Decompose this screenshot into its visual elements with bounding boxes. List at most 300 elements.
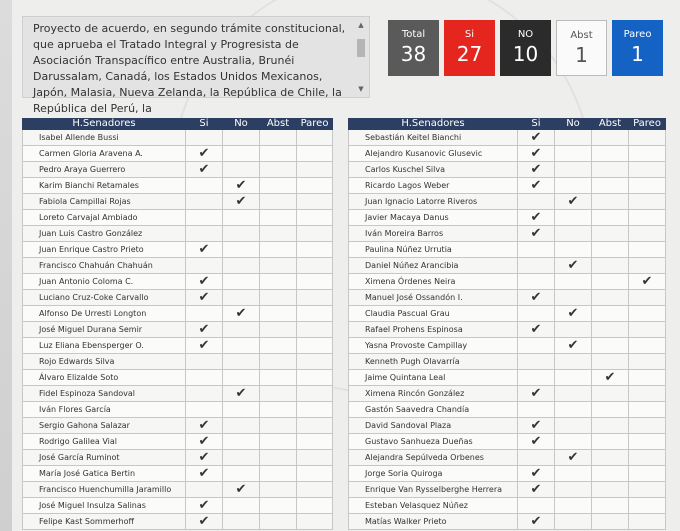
- vote-cell-pareo: [629, 290, 666, 306]
- vote-cell-abst: [260, 290, 297, 306]
- vote-cell-abst: [260, 418, 297, 434]
- vote-cell-no: [555, 338, 592, 354]
- senator-name: José García Ruminot: [23, 450, 186, 466]
- vote-cell-si: [186, 338, 223, 354]
- vote-cell-no: [223, 418, 260, 434]
- vote-cell-no: [555, 210, 592, 226]
- vote-cell-si: [186, 386, 223, 402]
- senator-row: [349, 402, 666, 418]
- senator-row: [23, 194, 333, 210]
- check-icon: ✔: [198, 514, 210, 529]
- senator-row: [349, 210, 666, 226]
- check-icon: ✔: [235, 306, 247, 321]
- check-icon: ✔: [235, 482, 247, 497]
- vote-cell-abst: [260, 354, 297, 370]
- vote-cell-pareo: [629, 178, 666, 194]
- senator-name: Felipe Kast Sommerhoff: [23, 514, 186, 530]
- vote-cell-no: [555, 370, 592, 386]
- vote-cell-no: [223, 466, 260, 482]
- check-icon: ✔: [198, 466, 210, 481]
- check-icon: ✔: [530, 146, 542, 161]
- vote-cell-no: [555, 130, 592, 146]
- check-icon: ✔: [530, 514, 542, 529]
- senator-name: Luz Eliana Ebensperger O.: [23, 338, 186, 354]
- vote-cell-pareo: [629, 258, 666, 274]
- vote-cell-abst: [592, 290, 629, 306]
- senator-row: [23, 466, 333, 482]
- vote-cell-abst: [592, 242, 629, 258]
- senator-row: [23, 274, 333, 290]
- vote-cell-si: [518, 402, 555, 418]
- senator-row: [23, 514, 333, 530]
- check-icon: ✔: [198, 450, 210, 465]
- vote-cell-no: [223, 194, 260, 210]
- vote-cell-no: [555, 290, 592, 306]
- pareo-label: Pareo: [623, 29, 652, 40]
- vote-cell-pareo: [297, 338, 333, 354]
- senator-name: Rojo Edwards Silva: [23, 354, 186, 370]
- senator-name: Matías Walker Prieto: [349, 514, 518, 530]
- senator-row: [23, 386, 333, 402]
- scroll-up-arrow-icon[interactable]: ▲: [358, 21, 364, 29]
- check-icon: ✔: [198, 338, 210, 353]
- vote-cell-si: [518, 210, 555, 226]
- vote-cell-pareo: [629, 354, 666, 370]
- vote-cell-si: [186, 274, 223, 290]
- senator-row: [349, 162, 666, 178]
- senator-name: Esteban Velasquez Núñez: [349, 498, 518, 514]
- check-icon: ✔: [530, 322, 542, 337]
- vote-cell-si: [186, 146, 223, 162]
- vote-cell-si: [518, 418, 555, 434]
- vote-cell-pareo: [629, 450, 666, 466]
- vote-cell-no: [555, 482, 592, 498]
- senator-row: [23, 322, 333, 338]
- vote-cell-pareo: [629, 162, 666, 178]
- senator-row: [349, 514, 666, 530]
- vote-cell-abst: [592, 258, 629, 274]
- vote-cell-pareo: [629, 434, 666, 450]
- check-icon: ✔: [567, 258, 579, 273]
- senator-name: Jorge Soria Quiroga: [349, 466, 518, 482]
- motion-description-text: Proyecto de acuerdo, en segundo trámite constitucional, que aprueba el Tratado Integral y Progresista de Asociación Transpacífico entre Australia, Brunéi Darussalam, Canadá, los Estados Unidos Mexicanos, Japón, Malasia, Nueva Zelanda, la República de Chile, la República del Perú, la: [33, 22, 346, 115]
- vote-cell-pareo: [297, 258, 333, 274]
- total-label: Total: [401, 29, 426, 40]
- check-icon: ✔: [567, 194, 579, 209]
- vote-cell-si: [518, 322, 555, 338]
- vote-cell-pareo: [297, 178, 333, 194]
- senator-name: Francisco Chahuán Chahuán: [23, 258, 186, 274]
- vote-cell-si: [518, 162, 555, 178]
- vote-cell-no: [223, 210, 260, 226]
- senator-name: Kenneth Pugh Olavarría: [349, 354, 518, 370]
- vote-cell-si: [186, 210, 223, 226]
- senator-row: [23, 242, 333, 258]
- vote-cell-pareo: [297, 146, 333, 162]
- vote-cell-si: [518, 274, 555, 290]
- vote-cell-si: [186, 194, 223, 210]
- vote-cell-no: [555, 306, 592, 322]
- vote-cell-si: [186, 402, 223, 418]
- senator-name: Juan Ignacio Latorre Riveros: [349, 194, 518, 210]
- scroll-down-arrow-icon[interactable]: ▼: [358, 85, 364, 93]
- vote-cell-abst: [592, 354, 629, 370]
- vote-cell-pareo: [629, 418, 666, 434]
- vote-cell-abst: [592, 274, 629, 290]
- vote-cell-no: [223, 130, 260, 146]
- senator-row: [23, 290, 333, 306]
- vote-cell-pareo: [297, 370, 333, 386]
- check-icon: ✔: [530, 130, 542, 145]
- vote-cell-abst: [592, 370, 629, 386]
- senator-row: [349, 130, 666, 146]
- vote-cell-no: [223, 306, 260, 322]
- col-header-no: No: [223, 119, 260, 130]
- vote-cell-no: [555, 434, 592, 450]
- senator-row: [349, 370, 666, 386]
- vote-cell-abst: [260, 514, 297, 530]
- vote-cell-si: [518, 354, 555, 370]
- check-icon: ✔: [530, 466, 542, 481]
- vote-cell-no: [223, 274, 260, 290]
- vote-cell-abst: [592, 322, 629, 338]
- vote-cell-abst: [592, 210, 629, 226]
- vote-cell-pareo: [297, 482, 333, 498]
- senator-name: Juan Luis Castro González: [23, 226, 186, 242]
- senator-row: [349, 194, 666, 210]
- vote-cell-pareo: [629, 322, 666, 338]
- senator-name: Iván Moreira Barros: [349, 226, 518, 242]
- senator-name: Fidel Espinoza Sandoval: [23, 386, 186, 402]
- check-icon: ✔: [530, 418, 542, 433]
- vote-cell-pareo: [629, 210, 666, 226]
- senator-name: Carmen Gloria Aravena A.: [23, 146, 186, 162]
- senator-row: [349, 386, 666, 402]
- vote-cell-pareo: [297, 226, 333, 242]
- check-icon: ✔: [530, 434, 542, 449]
- vote-cell-abst: [592, 338, 629, 354]
- vote-cell-no: [223, 322, 260, 338]
- senator-row: [23, 258, 333, 274]
- vote-cell-abst: [592, 194, 629, 210]
- check-icon: ✔: [235, 194, 247, 209]
- vote-cell-si: [518, 450, 555, 466]
- senator-name: Álvaro Elizalde Soto: [23, 370, 186, 386]
- senator-name: Carlos Kuschel Silva: [349, 162, 518, 178]
- vote-cell-no: [223, 450, 260, 466]
- vote-cell-si: [186, 306, 223, 322]
- vote-cell-no: [223, 514, 260, 530]
- vote-cell-no: [223, 242, 260, 258]
- vote-cell-abst: [260, 194, 297, 210]
- senator-name: Sebastián Keitel Bianchi: [349, 130, 518, 146]
- col-header-abst: Abst: [592, 119, 629, 130]
- senator-name: Isabel Allende Bussi: [23, 130, 186, 146]
- abst-count-box: [556, 20, 607, 76]
- vote-cell-abst: [592, 306, 629, 322]
- right-senators-table: [348, 118, 666, 530]
- vote-cell-abst: [260, 450, 297, 466]
- vote-cell-pareo: [297, 498, 333, 514]
- senator-row: [23, 402, 333, 418]
- vote-cell-pareo: [297, 306, 333, 322]
- vote-cell-pareo: [629, 130, 666, 146]
- check-icon: ✔: [641, 274, 653, 289]
- senator-name: Ricardo Lagos Weber: [349, 178, 518, 194]
- senator-name: Enrique Van Rysselberghe Herrera: [349, 482, 518, 498]
- senator-row: [349, 226, 666, 242]
- vote-cell-abst: [592, 418, 629, 434]
- senator-name: Alfonso De Urresti Longton: [23, 306, 186, 322]
- vote-cell-si: [518, 386, 555, 402]
- vote-cell-si: [518, 370, 555, 386]
- vote-cell-si: [186, 322, 223, 338]
- vote-cell-si: [518, 306, 555, 322]
- senator-row: [23, 146, 333, 162]
- vote-cell-no: [223, 434, 260, 450]
- senator-row: [349, 258, 666, 274]
- vote-cell-pareo: [629, 146, 666, 162]
- senator-name: Alejandro Kusanovic Glusevic: [349, 146, 518, 162]
- vote-cell-abst: [592, 514, 629, 530]
- senator-name: Yasna Provoste Campillay: [349, 338, 518, 354]
- senator-name: Javier Macaya Danus: [349, 210, 518, 226]
- vote-cell-si: [186, 242, 223, 258]
- vote-cell-si: [186, 466, 223, 482]
- senator-name: Francisco Huenchumilla Jaramillo: [23, 482, 186, 498]
- vote-cell-no: [555, 466, 592, 482]
- vote-cell-pareo: [629, 274, 666, 290]
- vote-cell-no: [223, 258, 260, 274]
- senator-row: [349, 354, 666, 370]
- check-icon: ✔: [530, 386, 542, 401]
- vote-cell-si: [186, 434, 223, 450]
- senator-row: [349, 450, 666, 466]
- senator-row: [349, 338, 666, 354]
- vote-cell-no: [555, 274, 592, 290]
- senator-row: [349, 466, 666, 482]
- vote-cell-no: [555, 402, 592, 418]
- vote-cell-si: [518, 146, 555, 162]
- vote-cell-si: [518, 178, 555, 194]
- senator-name: Luciano Cruz-Coke Carvallo: [23, 290, 186, 306]
- vote-cell-no: [223, 290, 260, 306]
- vote-cell-abst: [260, 482, 297, 498]
- vote-cell-pareo: [297, 322, 333, 338]
- check-icon: ✔: [198, 498, 210, 513]
- vote-cell-pareo: [629, 466, 666, 482]
- vote-cell-pareo: [297, 434, 333, 450]
- vote-cell-abst: [592, 162, 629, 178]
- vote-cell-no: [223, 498, 260, 514]
- col-header-senators: H.Senadores: [23, 119, 186, 130]
- senator-row: [23, 226, 333, 242]
- vote-cell-pareo: [629, 370, 666, 386]
- vote-cell-abst: [260, 498, 297, 514]
- senator-name: José Miguel Durana Semir: [23, 322, 186, 338]
- vote-cell-abst: [592, 466, 629, 482]
- vote-cell-si: [518, 482, 555, 498]
- vote-cell-abst: [260, 146, 297, 162]
- check-icon: ✔: [567, 450, 579, 465]
- vote-cell-no: [223, 482, 260, 498]
- col-header-abst: Abst: [260, 119, 297, 130]
- senator-name: José Miguel Insulza Salinas: [23, 498, 186, 514]
- vote-cell-si: [186, 370, 223, 386]
- vote-cell-no: [555, 242, 592, 258]
- vote-cell-si: [186, 178, 223, 194]
- vote-cell-no: [555, 226, 592, 242]
- vote-cell-si: [518, 130, 555, 146]
- vote-cell-pareo: [297, 402, 333, 418]
- senator-row: [349, 146, 666, 162]
- vote-cell-pareo: [629, 386, 666, 402]
- vote-cell-si: [518, 194, 555, 210]
- senator-name: Daniel Núñez Arancibia: [349, 258, 518, 274]
- vote-cell-si: [518, 466, 555, 482]
- total-count-box: [388, 20, 439, 76]
- senator-name: Juan Enrique Castro Prieto: [23, 242, 186, 258]
- vote-cell-abst: [260, 466, 297, 482]
- senator-name: Sergio Gahona Salazar: [23, 418, 186, 434]
- vote-cell-no: [223, 402, 260, 418]
- check-icon: ✔: [198, 418, 210, 433]
- check-icon: ✔: [198, 290, 210, 305]
- vote-cell-pareo: [297, 162, 333, 178]
- vote-cell-abst: [592, 386, 629, 402]
- motion-description-box[interactable]: [22, 16, 370, 115]
- senator-row: [23, 434, 333, 450]
- pareo-value: 1: [631, 42, 644, 66]
- vote-cell-si: [518, 242, 555, 258]
- vote-cell-no: [555, 498, 592, 514]
- senator-row: [23, 178, 333, 194]
- check-icon: ✔: [530, 290, 542, 305]
- senator-row: [23, 482, 333, 498]
- senator-row: [23, 450, 333, 466]
- senator-row: [349, 242, 666, 258]
- table-header-row: [23, 119, 333, 130]
- senator-row: [23, 370, 333, 386]
- abst-value: 1: [575, 43, 588, 67]
- left-senators-table: [22, 118, 333, 530]
- col-header-si: Si: [518, 119, 555, 130]
- senator-name: Juan Antonio Coloma C.: [23, 274, 186, 290]
- vote-cell-abst: [592, 402, 629, 418]
- senator-name: Ximena Rincón González: [349, 386, 518, 402]
- vote-cell-no: [555, 450, 592, 466]
- vote-cell-abst: [260, 322, 297, 338]
- check-icon: ✔: [198, 322, 210, 337]
- vote-cell-si: [186, 514, 223, 530]
- vote-cell-pareo: [629, 194, 666, 210]
- vote-cell-si: [186, 418, 223, 434]
- check-icon: ✔: [567, 306, 579, 321]
- senator-row: [23, 210, 333, 226]
- vote-cell-pareo: [297, 194, 333, 210]
- vote-cell-abst: [260, 338, 297, 354]
- vote-cell-abst: [592, 482, 629, 498]
- check-icon: ✔: [530, 178, 542, 193]
- table-header-row: [349, 119, 666, 130]
- check-icon: ✔: [198, 162, 210, 177]
- senator-row: [349, 274, 666, 290]
- vote-cell-abst: [592, 226, 629, 242]
- vote-cell-abst: [260, 306, 297, 322]
- vote-cell-pareo: [297, 386, 333, 402]
- vote-cell-no: [555, 418, 592, 434]
- vote-cell-abst: [260, 210, 297, 226]
- vote-cell-abst: [260, 386, 297, 402]
- pareo-count-box: [612, 20, 663, 76]
- vote-cell-pareo: [297, 514, 333, 530]
- vote-cell-abst: [260, 226, 297, 242]
- vote-cell-pareo: [629, 402, 666, 418]
- vote-cell-no: [223, 146, 260, 162]
- no-value: 10: [512, 42, 539, 66]
- senator-row: [23, 354, 333, 370]
- senator-name: Karim Bianchi Retamales: [23, 178, 186, 194]
- vote-cell-si: [186, 226, 223, 242]
- check-icon: ✔: [604, 370, 616, 385]
- scrollbar-thumb[interactable]: [357, 39, 365, 57]
- senator-row: [23, 162, 333, 178]
- vote-cell-si: [186, 450, 223, 466]
- si-count-box: [444, 20, 495, 76]
- vote-cell-si: [186, 130, 223, 146]
- vote-cell-abst: [260, 162, 297, 178]
- vote-cell-no: [223, 178, 260, 194]
- vote-cell-si: [186, 498, 223, 514]
- vote-cell-pareo: [629, 338, 666, 354]
- senator-name: Ximena Órdenes Neira: [349, 274, 518, 290]
- senator-name: Claudia Pascual Grau: [349, 306, 518, 322]
- vote-cell-si: [518, 290, 555, 306]
- vote-cell-si: [518, 514, 555, 530]
- vote-cell-abst: [260, 370, 297, 386]
- vote-cell-pareo: [297, 290, 333, 306]
- vote-cell-si: [186, 354, 223, 370]
- vote-cell-no: [555, 194, 592, 210]
- vote-cell-no: [555, 146, 592, 162]
- senator-name: Alejandra Sepúlveda Orbenes: [349, 450, 518, 466]
- vote-cell-abst: [260, 258, 297, 274]
- vote-cell-abst: [592, 434, 629, 450]
- senator-row: [349, 482, 666, 498]
- col-header-no: No: [555, 119, 592, 130]
- vote-cell-si: [186, 290, 223, 306]
- vote-cell-abst: [260, 402, 297, 418]
- vote-cell-no: [555, 354, 592, 370]
- col-header-pareo: Pareo: [297, 119, 333, 130]
- vote-cell-si: [518, 338, 555, 354]
- senator-name: David Sandoval Plaza: [349, 418, 518, 434]
- col-header-senators: H.Senadores: [349, 119, 518, 130]
- vote-cell-si: [518, 498, 555, 514]
- vote-cell-abst: [592, 450, 629, 466]
- description-scrollbar[interactable]: [356, 21, 366, 93]
- check-icon: ✔: [530, 226, 542, 241]
- no-count-box: [500, 20, 551, 76]
- vote-cell-no: [223, 162, 260, 178]
- vote-cell-no: [223, 386, 260, 402]
- senator-row: [23, 306, 333, 322]
- vote-cell-si: [186, 162, 223, 178]
- senator-row: [23, 338, 333, 354]
- vote-cell-no: [555, 178, 592, 194]
- col-header-pareo: Pareo: [629, 119, 666, 130]
- left-edge-panel: [0, 0, 12, 531]
